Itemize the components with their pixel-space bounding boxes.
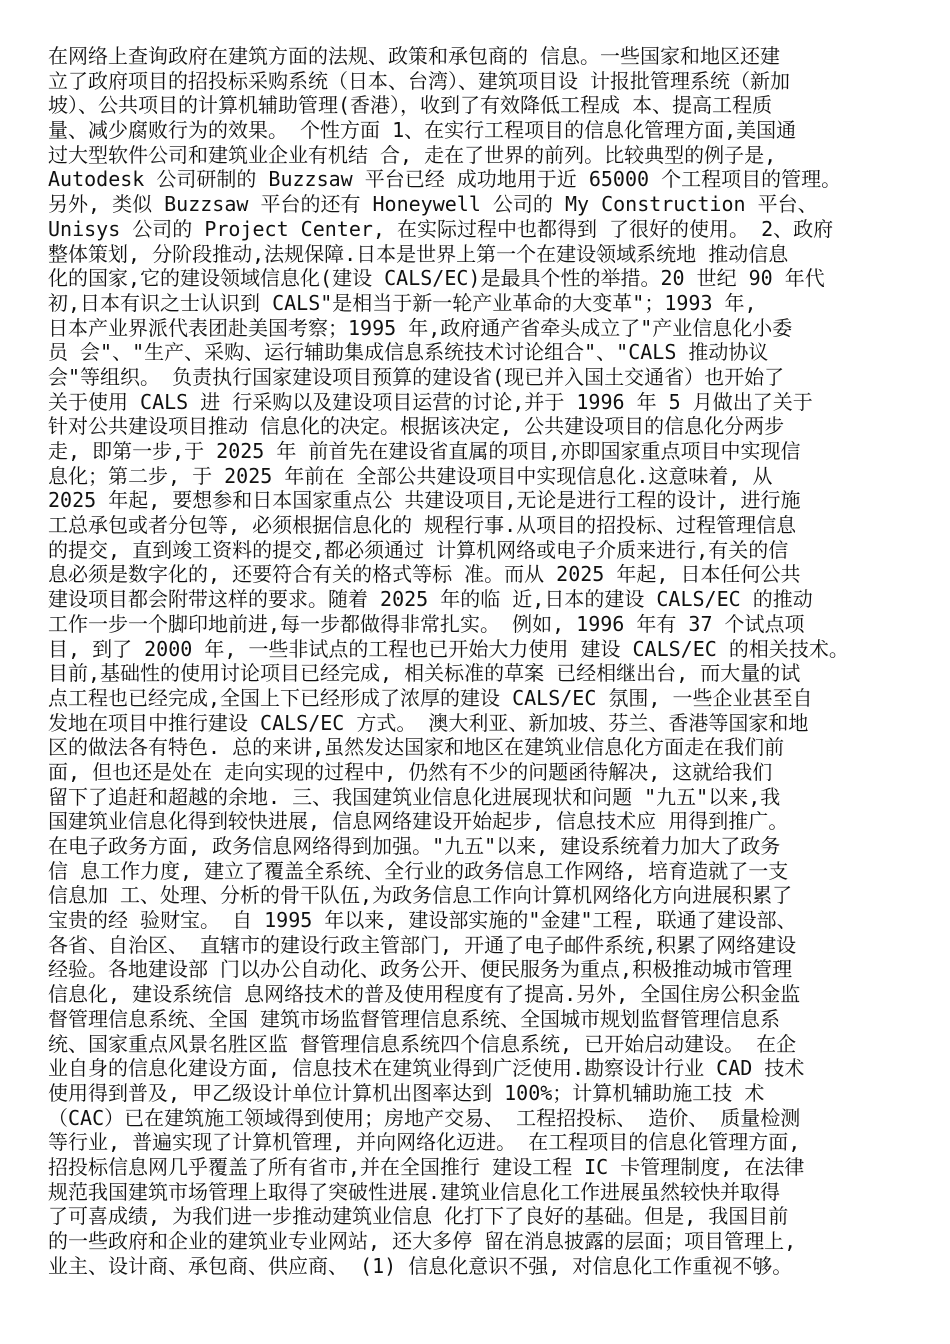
text-line: 经验。各地建设部 门以办公自动化、政务公开、便民服务为重点,积极推动城市管理: [48, 957, 793, 982]
text-line: 等行业, 普遍实现了计算机管理, 并向网络化迈进。 在工程项目的信息化管理方面,: [48, 1130, 801, 1155]
text-line: 宝贵的经 验财宝。 自 1995 年以来, 建设部实施的"金建"工程, 联通了建设部、: [48, 908, 797, 933]
text-line: 针对公共建设项目推动 信息化的决定。根据该决定, 公共建设项目的信息化分两步: [48, 414, 785, 439]
text-line: 了可喜成绩, 为我们进一步推动建筑业信息 化打下了良好的基础。但是, 我国目前: [48, 1204, 789, 1229]
text-line: 化的国家,它的建设领域信息化(建设 CALS/EC)是最具个性的举措。20 世纪 90 年代: [48, 266, 825, 291]
text-line: 点工程也已经完成,全国上下已经形成了浓厚的建设 CALS/EC 氛围, 一些企业甚至自: [48, 685, 813, 710]
text-line: 员 会"、"生产、采购、运行辅助集成信息系统技术讨论组合"、"CALS 推动协议: [48, 340, 769, 365]
text-line: 信息加 工、处理、分析的骨干队伍,为政务信息工作向计算机网络化方向进展积累了: [48, 883, 793, 908]
text-line: 留下了追赶和超越的余地. 三、我国建筑业信息化进展现状和问题 "九五"以来,我: [48, 784, 781, 809]
text-line: 的提交, 直到竣工资料的提交,都必须通过 计算机网络或电子介质来进行,有关的信: [48, 537, 789, 562]
text-line: 2025 年起, 要想参和日本国家重点公 共建设项目,无论是进行工程的设计, 进行施: [48, 488, 801, 513]
text-line: 会"等组织。 负责执行国家建设项目预算的建设省(现已并入国土交通省）也开始了: [48, 364, 785, 389]
text-line: 的一些政府和企业的建筑业专业网站, 还大多停 留在消息披露的层面；项目管理上,: [48, 1229, 797, 1253]
text-line: 量、减少腐败行为的效果。 个性方面 1、在实行工程项目的信息化管理方面,美国通: [48, 118, 797, 143]
text-line: 息必须是数字化的, 还要符合有关的格式等标 准。而从 2025 年起, 日本任何公共: [48, 562, 801, 587]
text-line: 工作一步一个脚印地前进,每一步都做得非常扎实。 例如, 1996 年有 37 个试点项: [48, 611, 805, 636]
text-line: 招投标信息网几乎覆盖了所有省市,并在全国推行 建设工程 IC 卡管理制度, 在法律: [48, 1154, 805, 1179]
text-line: 目前,基础性的使用讨论项目已经完成, 相关标准的草案 已经相继出台, 而大量的试: [48, 661, 801, 686]
text-line: 信 息工作力度, 建立了覆盖全系统、全行业的政务信息工作网络, 培育造就了一支: [48, 858, 789, 883]
text-line: 区的做法各有特色. 总的来讲,虽然发达国家和地区在建筑业信息化方面走在我们前: [48, 735, 785, 760]
text-line: 初,日本有识之士认识到 CALS"是相当于新一轮产业革命的大变革"；1993 年,: [48, 290, 757, 315]
text-line: 过大型软件公司和建筑业企业有机结 合, 走在了世界的前列。比较典型的例子是,: [48, 142, 777, 167]
text-line: 另外, 类似 Buzzsaw 平台的还有 Honeywell 公司的 My Construction 平台、: [48, 192, 818, 217]
text-line: 在电子政务方面, 政务信息网络得到加强。"九五"以来, 建设系统着力加大了政务: [48, 834, 781, 858]
text-line: 督管理信息系统、全国 建筑市场监督管理信息系统、全国城市规划监督管理信息系: [48, 1006, 781, 1031]
text-line: 面, 但也还是处在 走向实现的过程中, 仍然有不少的问题函待解决, 这就给我们: [48, 759, 773, 784]
text-line: 统、国家重点风景名胜区监 督管理信息系统四个信息系统, 已开始启动建设。 在企: [48, 1031, 797, 1056]
text-line: 立了政府项目的招投标采购系统（日本、台湾）、建筑项目设 计报批管理系统（新加: [48, 68, 791, 93]
text-line: 整体策划, 分阶段推动,法规保障.日本是世界上第一个在建设领域系统地 推动信息: [48, 241, 789, 266]
text-line: 发地在项目中推行建设 CALS/EC 方式。 澳大利亚、新加坡、芬兰、香港等国家和地: [48, 710, 809, 735]
text-line: 使用得到普及, 甲乙级设计单位计算机出图率达到 100%；计算机辅助施工技 术: [48, 1080, 765, 1105]
text-line: 日本产业界派代表团赴美国考察；1995 年,政府通产省牵头成立了"产业信息化小委: [48, 315, 793, 340]
text-line: 规范我国建筑市场管理上取得了突破性进展.建筑业信息化工作进展虽然较快并取得: [48, 1179, 781, 1204]
text-line: 各省、自治区、 直辖市的建设行政主管部门, 开通了电子邮件系统,积累了网络建设: [48, 932, 797, 957]
body-text: [48, 44, 908, 1278]
text-line: 工总承包或者分包等, 必须根据信息化的 规程行事.从项目的招投标、过程管理信息: [48, 513, 797, 538]
text-line: 在网络上查询政府在建筑方面的法规、政策和承包商的 信息。一些国家和地区还建: [48, 44, 781, 68]
text-line: （CAC）已在建筑施工领域得到使用；房地产交易、 工程招投标、 造价、 质量检测: [48, 1105, 801, 1130]
text-line: Autodesk 公司研制的 Buzzsaw 平台已经 成功地用于近 65000 个工程项目的管理。: [48, 167, 842, 192]
text-line: 国建筑业信息化得到较快进展, 信息网络建设开始起步, 信息技术应 用得到推广。: [48, 809, 789, 834]
text-line: 关于使用 CALS 进 行采购以及建设项目运营的讨论,并于 1996 年 5 月做出了关于: [48, 389, 813, 414]
text-line: 走, 即第一步,于 2025 年 前首先在建设省直属的项目,亦即国家重点项目中实现信: [48, 439, 801, 463]
text-line: 信息化, 建设系统信 息网络技术的普及使用程度有了提高.另外, 全国住房公积金监: [48, 982, 801, 1007]
text-line: 坡）、公共项目的计算机辅助管理(香港），收到了有效降低工程成 本、提高工程质: [48, 93, 773, 118]
text-line: 息化；第二步, 于 2025 年前在 全部公共建设项目中实现信息化.这意味着, 从: [48, 463, 773, 488]
text-line: 建设项目都会附带这样的要求。随着 2025 年的临 近,日本的建设 CALS/EC 的推动: [48, 587, 813, 612]
text-line: 目, 到了 2000 年, 一些非试点的工程也已开始大力使用 建设 CALS/EC 的相关技术。: [48, 636, 849, 661]
text-line: Unisys 公司的 Project Center, 在实际过程中也都得到 了很好的使用。 2、政府: [48, 216, 834, 241]
text-line: 业自身的信息化建设方面, 信息技术在建筑业得到广泛使用.勘察设计行业 CAD 技术: [48, 1056, 805, 1081]
text-line: 业主、设计商、承包商、供应商、 (1) 信息化意识不强, 对信息化工作重视不够。: [48, 1253, 793, 1278]
